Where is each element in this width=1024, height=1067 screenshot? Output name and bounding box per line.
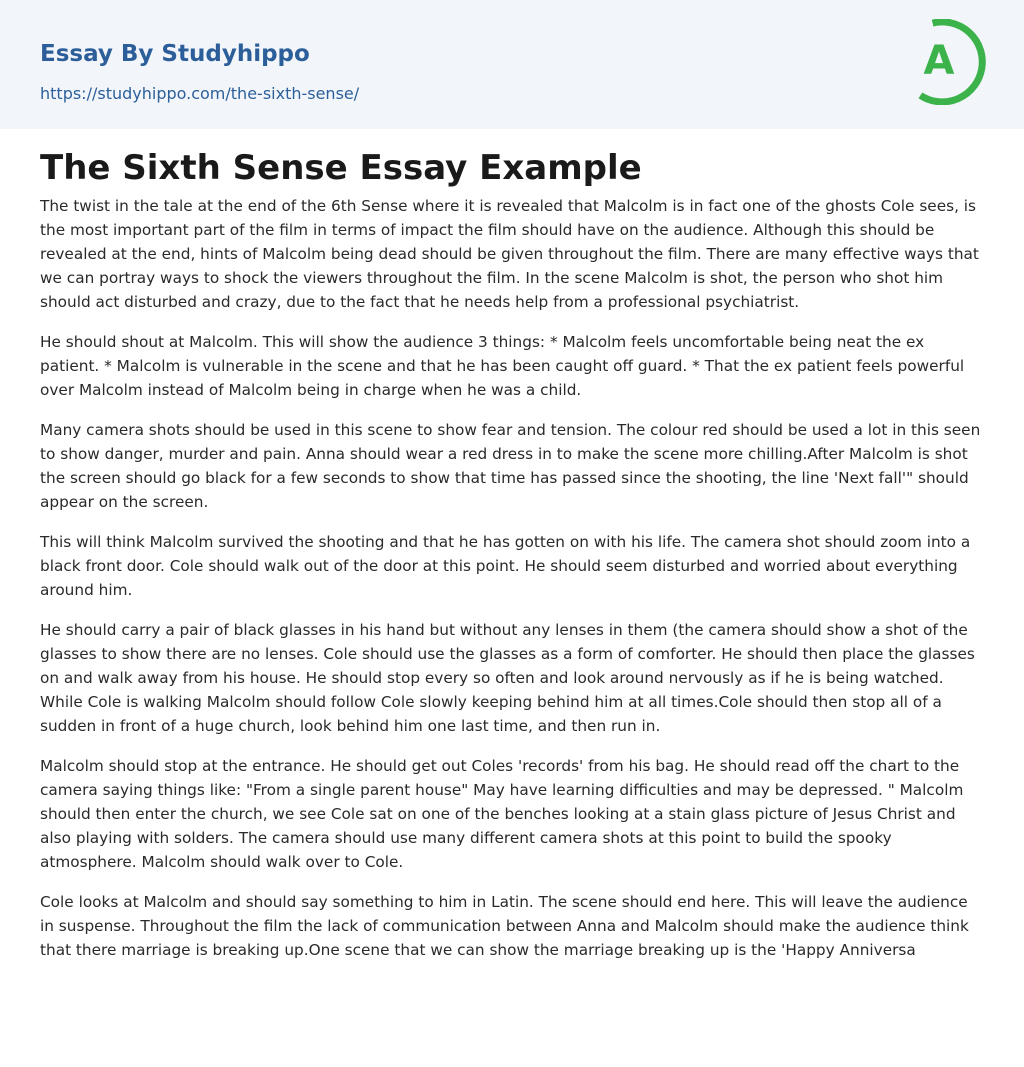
essay-paragraph: He should carry a pair of black glasses in his hand but without any lenses in them (the camera should show a shot of the glasses to show there are no lenses. Cole should use the glasses as a form of comforter. He should then place the glasses on and walk away from his house. He should stop every so often and look around nervously as if he is being watched. While Cole is walking Malcolm should follow Cole slowly keeping behind him at all times.Cole should then stop all of a sudden in front of a huge church, look behind him one last time, and then run in. (40, 621, 975, 735)
essay-body (40, 194, 984, 962)
essay-paragraph: He should shout at Malcolm. This will show the audience 3 things: * Malcolm feels uncomfortable being neat the ex patient. * Malcolm is vulnerable in the scene and that he has been caught off guard. * That the ex patient feels powerful over Malcolm instead of Malcolm being in charge when he was a child. (40, 333, 965, 399)
essay-paragraph: Cole looks at Malcolm and should say something to him in Latin. The scene should end here. This will leave the audience in suspense. Throughout the film the lack of communication between Anna and Malcolm should make the audience think that there marriage is breaking up.One scene that we can show the marriage breaking up is the 'Happy Anniversa (40, 893, 969, 959)
essay-paragraph: This will think Malcolm survived the shooting and that he has gotten on with his life. The camera shot should zoom into a black front door. Cole should walk out of the door at this point. He should seem disturbed and worried about everything around him. (40, 533, 971, 599)
site-header (0, 0, 1024, 129)
essay-paragraph: The twist in the tale at the end of the 6th Sense where it is revealed that Malcolm is in fact one of the ghosts Cole sees, is the most important part of the film in terms of impact the film should have on the audience. Although this should be revealed at the end, hints of Malcolm being dead should be given throughout the film. There are many effective ways that we can portray ways to shock the viewers throughout the film. In the scene Malcolm is shot, the person who shot him should act disturbed and crazy, due to the fact that he needs help from a professional psychiatrist. (40, 197, 979, 311)
essay-paragraph: Malcolm should stop at the entrance. He should get out Coles 'records' from his bag. He should read off the chart to the camera saying things like: "From a single parent house" May have learning difficulties and may be depressed. " Malcolm should then enter the church, we see Cole sat on one of the benches looking at a stain glass picture of Jesus Christ and also playing with solders. The camera should use many different camera shots at this point to build the spooky atmosphere. Malcolm should walk over to Cole. (40, 757, 964, 871)
source-url-link[interactable]: https://studyhippo.com/the-sixth-sense/ (40, 84, 360, 103)
logo-letter: A (923, 38, 955, 84)
studyhippo-logo-icon[interactable] (904, 19, 988, 105)
site-title[interactable]: Essay By Studyhippo (40, 41, 310, 67)
article (0, 129, 1024, 962)
essay-paragraph: Many camera shots should be used in this scene to show fear and tension. The colour red should be used a lot in this seen to show danger, murder and pain. Anna should wear a red dress in to make the scene more chilling.After Malcolm is shot the screen should go black for a few seconds to show that time has passed since the shooting, the line 'Next fall'" should appear on the screen. (40, 421, 981, 511)
essay-title: The Sixth Sense Essay Example (40, 148, 642, 188)
